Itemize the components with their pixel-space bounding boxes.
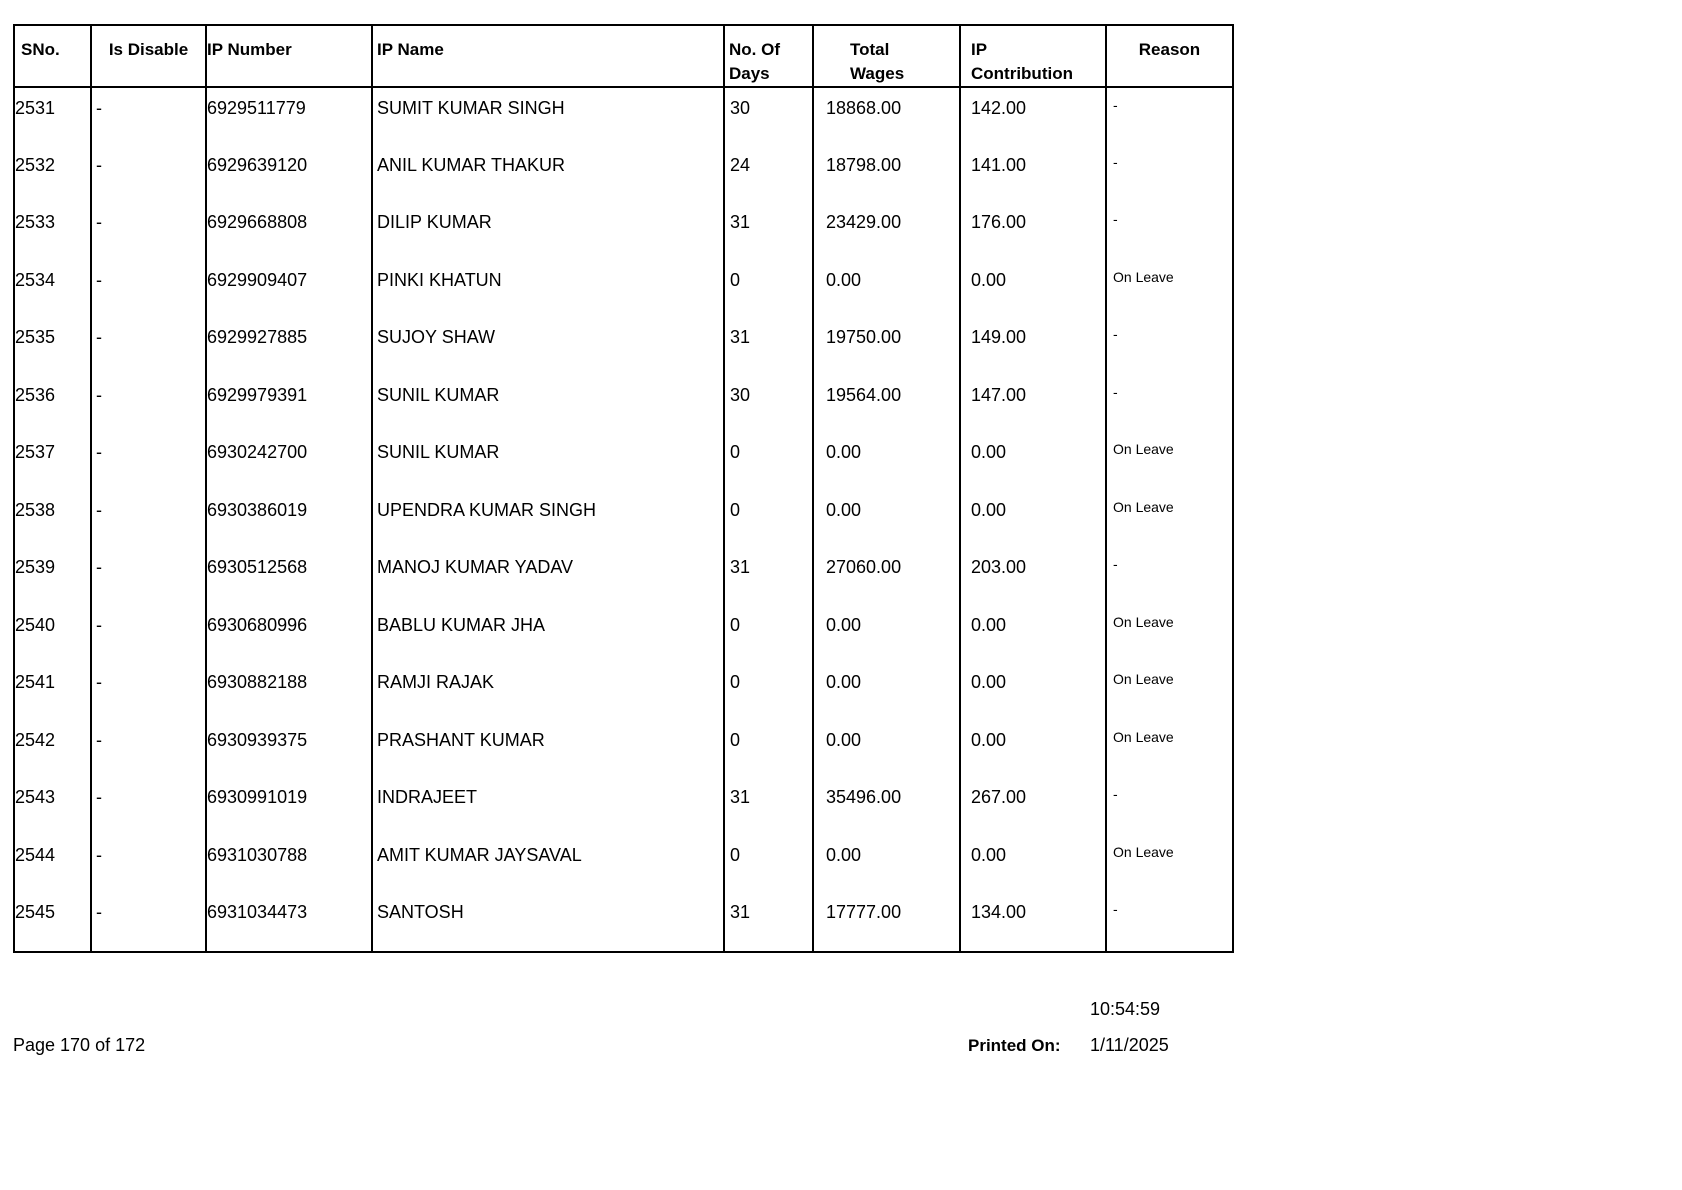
cell-total-wages: 17777.00 xyxy=(813,892,960,952)
cell-reason: - xyxy=(1106,547,1233,605)
cell-total-wages: 18868.00 xyxy=(813,87,960,145)
cell-is-disable: - xyxy=(91,375,206,433)
header-total-wages-line1: Total xyxy=(850,40,890,59)
table-row xyxy=(14,432,1233,490)
cell-total-wages: 0.00 xyxy=(813,432,960,490)
cell-no-of-days: 31 xyxy=(724,777,813,835)
table-row xyxy=(14,202,1233,260)
cell-reason: - xyxy=(1106,145,1233,203)
cell-reason: - xyxy=(1106,892,1233,952)
cell-total-wages: 35496.00 xyxy=(813,777,960,835)
header-ip-number: IP Number xyxy=(206,25,372,87)
cell-sno: 2533 xyxy=(15,212,56,232)
header-ip-contribution-line2: Contribution xyxy=(971,64,1073,83)
page-number: Page 170 of 172 xyxy=(13,1035,146,1055)
cell-ip-name: UPENDRA KUMAR SINGH xyxy=(372,490,724,548)
cell-no-of-days: 30 xyxy=(724,87,813,145)
cell-no-of-days: 31 xyxy=(724,317,813,375)
cell-sno: 2532 xyxy=(15,154,56,175)
cell-reason: On Leave xyxy=(1106,260,1233,318)
cell-ip-contribution: 0.00 xyxy=(960,432,1106,490)
cell-ip-number: 6929979391 xyxy=(206,375,372,433)
cell-ip-name: SUNIL KUMAR xyxy=(372,375,724,433)
cell-ip-number: 6929909407 xyxy=(206,260,372,318)
cell-ip-contribution: 0.00 xyxy=(960,835,1106,893)
cell-reason: - xyxy=(1106,777,1233,835)
cell-reason: On Leave xyxy=(1106,720,1233,778)
header-no-of-days xyxy=(724,25,813,87)
cell-reason: On Leave xyxy=(1106,432,1233,490)
cell-no-of-days: 0 xyxy=(724,432,813,490)
cell-ip-number: 6929668808 xyxy=(206,202,372,260)
cell-ip-number: 6930882188 xyxy=(206,662,372,720)
cell-sno: 2531 xyxy=(15,98,56,118)
table-row xyxy=(14,892,1233,952)
cell-ip-contribution: 203.00 xyxy=(960,547,1106,605)
header-no-of-days-line1: No. Of xyxy=(729,40,780,59)
cell-ip-contribution: 176.00 xyxy=(960,202,1106,260)
header-total-wages xyxy=(813,25,960,87)
table-row xyxy=(14,605,1233,663)
table-row xyxy=(14,720,1233,778)
cell-ip-number: 6931034473 xyxy=(206,892,372,952)
cell-reason: On Leave xyxy=(1106,835,1233,893)
header-no-of-days-line2: Days xyxy=(729,64,770,83)
contribution-table xyxy=(13,24,1234,953)
cell-total-wages: 0.00 xyxy=(813,720,960,778)
cell-total-wages: 27060.00 xyxy=(813,547,960,605)
cell-ip-number: 6929927885 xyxy=(206,317,372,375)
cell-ip-name: INDRAJEET xyxy=(372,777,724,835)
cell-is-disable: - xyxy=(91,892,206,952)
header-is-disable: Is Disable xyxy=(91,25,206,87)
cell-ip-number: 6930512568 xyxy=(206,547,372,605)
cell-total-wages: 0.00 xyxy=(813,662,960,720)
cell-is-disable: - xyxy=(91,777,206,835)
cell-ip-name: PRASHANT KUMAR xyxy=(372,720,724,778)
cell-sno: 2534 xyxy=(15,269,56,290)
header-reason: Reason xyxy=(1106,25,1233,87)
table-body xyxy=(14,87,1233,952)
cell-no-of-days: 0 xyxy=(724,720,813,778)
cell-is-disable: - xyxy=(91,662,206,720)
cell-ip-number: 6929511779 xyxy=(206,87,372,145)
cell-ip-contribution: 141.00 xyxy=(960,145,1106,203)
cell-no-of-days: 31 xyxy=(724,547,813,605)
cell-no-of-days: 0 xyxy=(724,490,813,548)
cell-ip-number: 6930680996 xyxy=(206,605,372,663)
cell-ip-contribution: 0.00 xyxy=(960,720,1106,778)
table-row xyxy=(14,375,1233,433)
cell-total-wages: 18798.00 xyxy=(813,145,960,203)
cell-sno: 2538 xyxy=(15,499,56,520)
cell-reason: - xyxy=(1106,317,1233,375)
cell-ip-name: ANIL KUMAR THAKUR xyxy=(372,145,724,203)
table-row xyxy=(14,317,1233,375)
cell-no-of-days: 31 xyxy=(724,892,813,952)
cell-sno: 2536 xyxy=(15,384,56,405)
cell-ip-name: SUMIT KUMAR SINGH xyxy=(372,87,724,145)
cell-sno: 2544 xyxy=(15,844,56,865)
cell-is-disable: - xyxy=(91,605,206,663)
cell-no-of-days: 0 xyxy=(724,605,813,663)
cell-reason: - xyxy=(1106,375,1233,433)
cell-ip-contribution: 267.00 xyxy=(960,777,1106,835)
cell-reason: - xyxy=(1106,87,1233,145)
cell-total-wages: 23429.00 xyxy=(813,202,960,260)
cell-total-wages: 0.00 xyxy=(813,260,960,318)
cell-ip-name: SANTOSH xyxy=(372,892,724,952)
cell-reason: On Leave xyxy=(1106,662,1233,720)
cell-ip-name: RAMJI RAJAK xyxy=(372,662,724,720)
cell-is-disable: - xyxy=(91,720,206,778)
header-ip-name: IP Name xyxy=(372,25,724,87)
printed-time: 10:54:59 xyxy=(1090,999,1161,1019)
cell-total-wages: 19564.00 xyxy=(813,375,960,433)
table-row xyxy=(14,87,1233,145)
table-row xyxy=(14,145,1233,203)
cell-is-disable: - xyxy=(91,317,206,375)
cell-sno: 2540 xyxy=(15,614,56,635)
cell-no-of-days: 0 xyxy=(724,260,813,318)
header-total-wages-line2: Wages xyxy=(850,64,905,83)
cell-no-of-days: 30 xyxy=(724,375,813,433)
cell-total-wages: 19750.00 xyxy=(813,317,960,375)
header-sno: SNo. xyxy=(14,25,91,87)
cell-is-disable: - xyxy=(91,202,206,260)
cell-sno: 2542 xyxy=(15,729,56,750)
cell-reason: On Leave xyxy=(1106,490,1233,548)
cell-ip-number: 6930991019 xyxy=(206,777,372,835)
cell-is-disable: - xyxy=(91,145,206,203)
cell-ip-contribution: 142.00 xyxy=(960,87,1106,145)
table-row xyxy=(14,835,1233,893)
cell-ip-name: SUJOY SHAW xyxy=(372,317,724,375)
cell-ip-contribution: 149.00 xyxy=(960,317,1106,375)
printed-date: 1/11/2025 xyxy=(1090,1035,1169,1055)
table-row xyxy=(14,547,1233,605)
cell-ip-name: BABLU KUMAR JHA xyxy=(372,605,724,663)
cell-ip-number: 6931030788 xyxy=(206,835,372,893)
cell-no-of-days: 24 xyxy=(724,145,813,203)
cell-sno: 2541 xyxy=(15,672,56,692)
cell-ip-number: 6930939375 xyxy=(206,720,372,778)
cell-ip-name: MANOJ KUMAR YADAV xyxy=(372,547,724,605)
cell-ip-name: PINKI KHATUN xyxy=(372,260,724,318)
cell-sno: 2543 xyxy=(15,787,56,807)
table-row xyxy=(14,490,1233,548)
table-row xyxy=(14,260,1233,318)
cell-ip-number: 6930386019 xyxy=(206,490,372,548)
cell-is-disable: - xyxy=(91,432,206,490)
cell-ip-number: 6929639120 xyxy=(206,145,372,203)
table-row xyxy=(14,777,1233,835)
cell-ip-contribution: 134.00 xyxy=(960,892,1106,952)
cell-sno: 2537 xyxy=(15,442,56,462)
cell-ip-name: SUNIL KUMAR xyxy=(372,432,724,490)
cell-ip-contribution: 0.00 xyxy=(960,605,1106,663)
cell-is-disable: - xyxy=(91,490,206,548)
header-ip-contribution xyxy=(960,25,1106,87)
cell-ip-contribution: 147.00 xyxy=(960,375,1106,433)
cell-total-wages: 0.00 xyxy=(813,490,960,548)
cell-is-disable: - xyxy=(91,87,206,145)
cell-is-disable: - xyxy=(91,547,206,605)
cell-reason: On Leave xyxy=(1106,605,1233,663)
cell-no-of-days: 0 xyxy=(724,662,813,720)
printed-on-label: Printed On: xyxy=(968,1036,1061,1055)
cell-sno: 2535 xyxy=(15,327,56,347)
cell-ip-number: 6930242700 xyxy=(206,432,372,490)
cell-total-wages: 0.00 xyxy=(813,605,960,663)
cell-is-disable: - xyxy=(91,835,206,893)
cell-is-disable: - xyxy=(91,260,206,318)
cell-total-wages: 0.00 xyxy=(813,835,960,893)
cell-ip-contribution: 0.00 xyxy=(960,662,1106,720)
cell-ip-contribution: 0.00 xyxy=(960,490,1106,548)
cell-ip-name: AMIT KUMAR JAYSAVAL xyxy=(372,835,724,893)
header-ip-contribution-line1: IP xyxy=(971,40,988,59)
cell-no-of-days: 0 xyxy=(724,835,813,893)
cell-sno: 2545 xyxy=(15,902,56,922)
cell-no-of-days: 31 xyxy=(724,202,813,260)
cell-ip-contribution: 0.00 xyxy=(960,260,1106,318)
table-header-row xyxy=(14,25,1233,87)
cell-reason: - xyxy=(1106,202,1233,260)
cell-sno: 2539 xyxy=(15,557,56,577)
cell-ip-name: DILIP KUMAR xyxy=(372,202,724,260)
table-row xyxy=(14,662,1233,720)
